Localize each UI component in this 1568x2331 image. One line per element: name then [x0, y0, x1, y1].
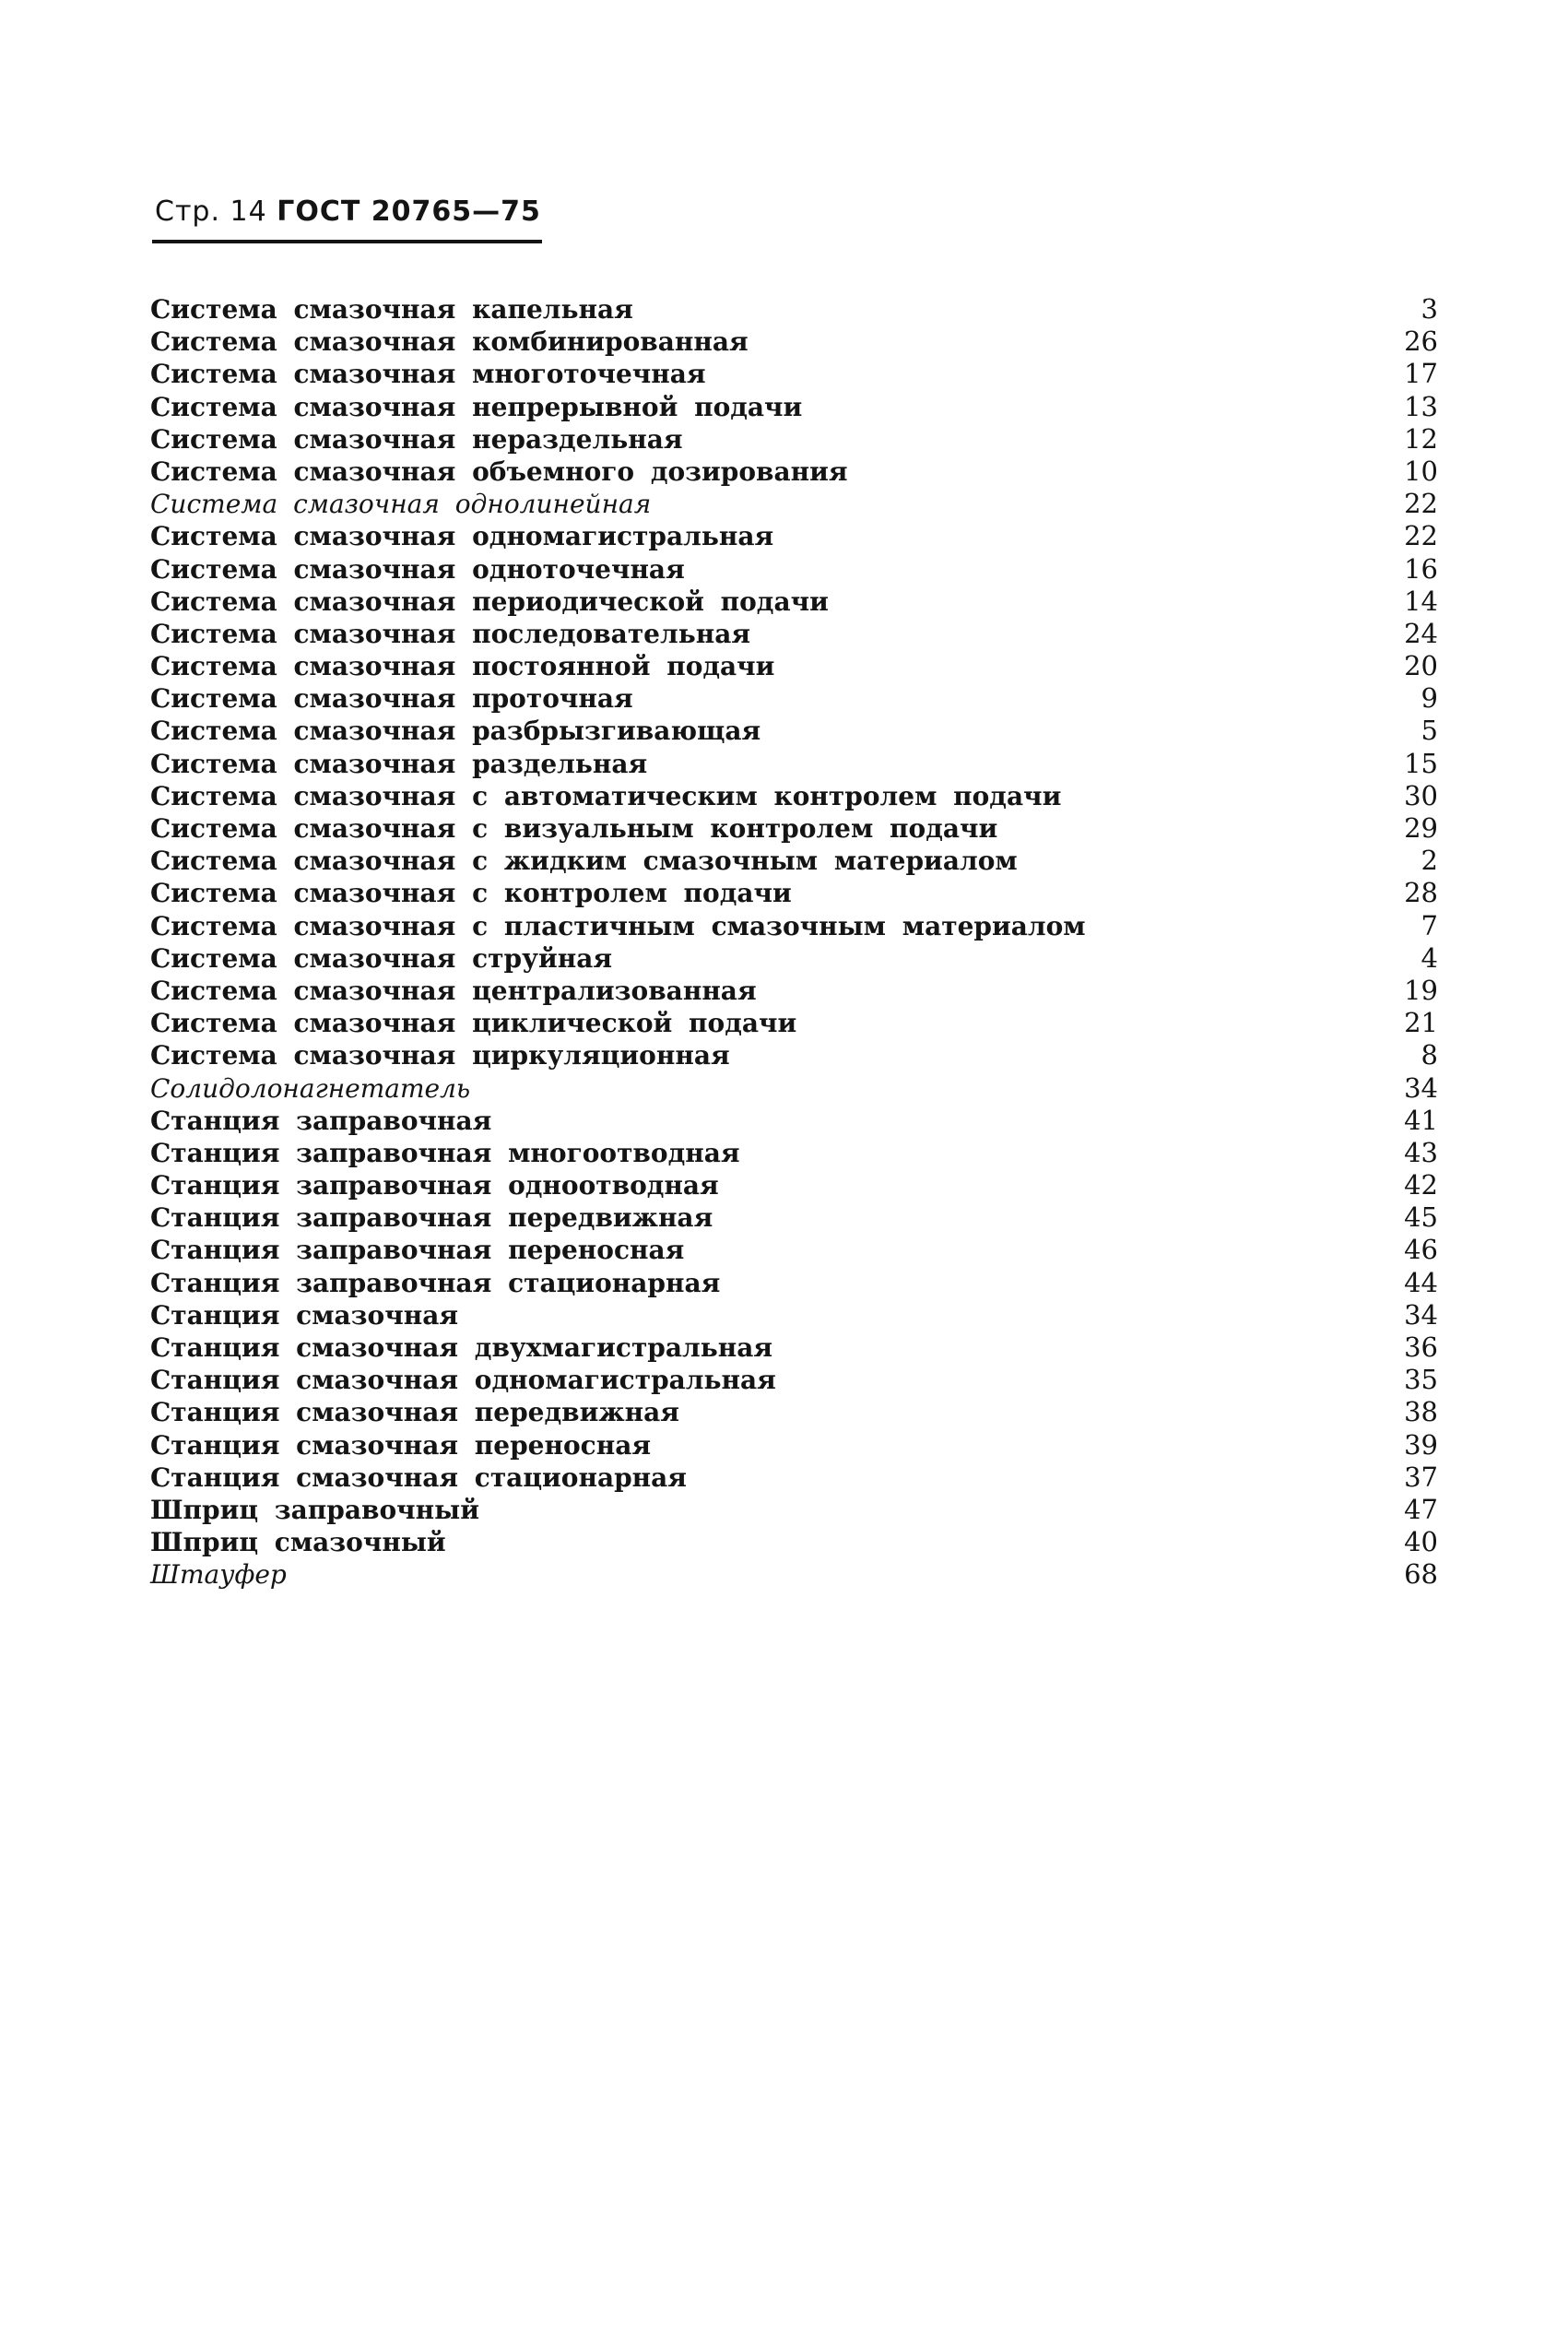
- index-entry: [150, 456, 1438, 488]
- index-entry: [150, 1039, 1438, 1071]
- index-page-number: 3: [1421, 293, 1438, 325]
- index-entry: [150, 748, 1438, 780]
- index-entry: [150, 488, 1438, 520]
- index-entry: [150, 1267, 1438, 1299]
- index-page-number: 21: [1404, 1007, 1438, 1039]
- index-entry: [150, 942, 1438, 975]
- index-term: Система смазочная непрерывной подачи: [150, 391, 803, 422]
- index-page-number: 44: [1404, 1266, 1438, 1298]
- index-page-number: 26: [1404, 325, 1438, 358]
- index-page-number: 43: [1404, 1136, 1438, 1168]
- index-term: Система смазочная последовательная: [150, 618, 751, 649]
- index-term: Станция заправочная одноотводная: [150, 1170, 719, 1201]
- index-term: Станция смазочная стационарная: [150, 1461, 687, 1493]
- index-term: Система смазочная периодической подачи: [150, 586, 829, 617]
- index-term: Шприц заправочный: [150, 1494, 479, 1525]
- index-page-number: 39: [1404, 1428, 1438, 1461]
- index-page-number: 22: [1404, 520, 1438, 552]
- index-page-number: 9: [1421, 682, 1438, 715]
- index-entry: [150, 1105, 1438, 1137]
- index-entry: [150, 910, 1438, 942]
- index-page-number: 28: [1404, 877, 1438, 909]
- index-page-number: 13: [1404, 390, 1438, 422]
- index-page-number: 47: [1404, 1493, 1438, 1525]
- index-entry: [150, 1201, 1438, 1234]
- index-term: Станция смазочная двухмагистральная: [150, 1332, 773, 1363]
- index-term: Система смазочная одномагистральная: [150, 521, 774, 552]
- index-page-number: 20: [1404, 650, 1438, 682]
- index-term: Станция заправочная многоотводная: [150, 1137, 740, 1168]
- index-page-number: 24: [1404, 617, 1438, 649]
- index-page-number: 37: [1404, 1461, 1438, 1493]
- index-term: Система смазочная централизованная: [150, 975, 757, 1006]
- index-entry: [150, 1526, 1438, 1558]
- index-term: Система смазочная циркуляционная: [150, 1040, 730, 1071]
- index-term: Станция заправочная стационарная: [150, 1267, 721, 1298]
- index-page-number: 19: [1404, 974, 1438, 1006]
- index-term: Станция смазочная переносная: [150, 1429, 652, 1461]
- index-entry: [150, 975, 1438, 1007]
- index-term: Система смазочная разбрызгивающая: [150, 716, 761, 747]
- index-term: Система смазочная капельная: [150, 294, 633, 325]
- index-entry: [150, 1137, 1438, 1169]
- index-entry: [150, 1169, 1438, 1201]
- index-page-number: 22: [1404, 488, 1438, 520]
- header-underline: [152, 240, 542, 243]
- index-term: Станция смазочная передвижная: [150, 1397, 679, 1428]
- index-entry: [150, 1007, 1438, 1039]
- index-page-number: 16: [1404, 552, 1438, 585]
- index-entry: [150, 391, 1438, 423]
- index-term: Система смазочная нераздельная: [150, 423, 683, 455]
- index-term: Система смазочная струйная: [150, 942, 613, 974]
- index-page-number: 46: [1404, 1234, 1438, 1266]
- index-term: Система смазочная многоточечная: [150, 359, 706, 390]
- index-entry: [150, 586, 1438, 618]
- index-page-number: 5: [1421, 715, 1438, 747]
- index-term: Станция смазочная: [150, 1299, 459, 1331]
- index-entry: [150, 1234, 1438, 1266]
- index-entry: [150, 1494, 1438, 1526]
- index-page-number: 17: [1404, 358, 1438, 390]
- index-page-number: 30: [1404, 779, 1438, 811]
- index-term: Солидолонагнетатель: [150, 1072, 471, 1104]
- page-number-label: Стр. 14: [155, 195, 267, 228]
- index-entry: [150, 553, 1438, 586]
- index-term: Система смазочная циклической подачи: [150, 1008, 797, 1039]
- index-entry: [150, 682, 1438, 715]
- index-entry: [150, 845, 1438, 877]
- index-term: Станция смазочная одномагистральная: [150, 1365, 776, 1396]
- index-page-number: 42: [1404, 1169, 1438, 1201]
- index-term: Станция заправочная переносная: [150, 1235, 685, 1266]
- index-term: Система смазочная с визуальным контролем подачи: [150, 813, 998, 844]
- index-entry: [150, 1299, 1438, 1331]
- index-entry: [150, 812, 1438, 845]
- index-entry: [150, 520, 1438, 552]
- index-term: Система смазочная комбинированная: [150, 326, 749, 358]
- index-entry: [150, 715, 1438, 747]
- index-page-number: 40: [1404, 1526, 1438, 1558]
- index-entry: [150, 358, 1438, 390]
- index-entry: [150, 293, 1438, 325]
- index-term: Станция заправочная: [150, 1105, 492, 1136]
- index-page-number: 2: [1421, 845, 1438, 877]
- index-page-number: 10: [1404, 455, 1438, 487]
- index-term: Шприц смазочный: [150, 1527, 446, 1558]
- index-term: Система смазочная однолинейная: [150, 489, 652, 520]
- index-entry: [150, 325, 1438, 358]
- index-page-number: 34: [1404, 1298, 1438, 1331]
- index-term: Система смазочная с контролем подачи: [150, 878, 792, 909]
- index-entry: [150, 1072, 1438, 1105]
- index-page-number: 29: [1404, 812, 1438, 844]
- index-entry: [150, 877, 1438, 909]
- index-term: Система смазочная с автоматическим контролем подачи: [150, 780, 1062, 811]
- index-page-number: 15: [1404, 747, 1438, 779]
- page-header: [155, 195, 541, 228]
- index-term: Система смазочная объемного дозирования: [150, 456, 848, 487]
- index-page-number: 36: [1404, 1331, 1438, 1363]
- index-page-number: 14: [1404, 585, 1438, 617]
- index-term: Штауфер: [150, 1559, 287, 1591]
- index-term: Система смазочная раздельная: [150, 748, 648, 779]
- index-term: Станция заправочная передвижная: [150, 1202, 713, 1234]
- index-page-number: 7: [1421, 909, 1438, 941]
- index-entry: [150, 1331, 1438, 1364]
- index-page-number: 45: [1404, 1201, 1438, 1234]
- index-entry: [150, 618, 1438, 650]
- index-term: Система смазочная с жидким смазочным материалом: [150, 846, 1018, 877]
- index-page-number: 4: [1421, 941, 1438, 974]
- index-entry: [150, 423, 1438, 456]
- index-entry: [150, 1396, 1438, 1428]
- index-page-number: 38: [1404, 1396, 1438, 1428]
- index-entry: [150, 1364, 1438, 1396]
- index-page-number: 12: [1404, 422, 1438, 455]
- index-term: Система смазочная одноточечная: [150, 553, 685, 585]
- index-page-number: 35: [1404, 1364, 1438, 1396]
- index-page-number: 68: [1404, 1558, 1438, 1591]
- index-term: Система смазочная с пластичным смазочным материалом: [150, 910, 1086, 941]
- index-page-number: 8: [1421, 1039, 1438, 1071]
- index-term: Система смазочная проточная: [150, 683, 633, 715]
- standard-code: ГОСТ 20765—75: [277, 195, 541, 228]
- index-entry: [150, 1461, 1438, 1494]
- index-page-number: 41: [1404, 1104, 1438, 1136]
- term-index-list: [150, 293, 1438, 1591]
- index-entry: [150, 1558, 1438, 1591]
- index-page-number: 34: [1404, 1071, 1438, 1104]
- index-entry: [150, 780, 1438, 812]
- index-entry: [150, 650, 1438, 682]
- index-entry: [150, 1429, 1438, 1461]
- index-term: Система смазочная постоянной подачи: [150, 651, 775, 682]
